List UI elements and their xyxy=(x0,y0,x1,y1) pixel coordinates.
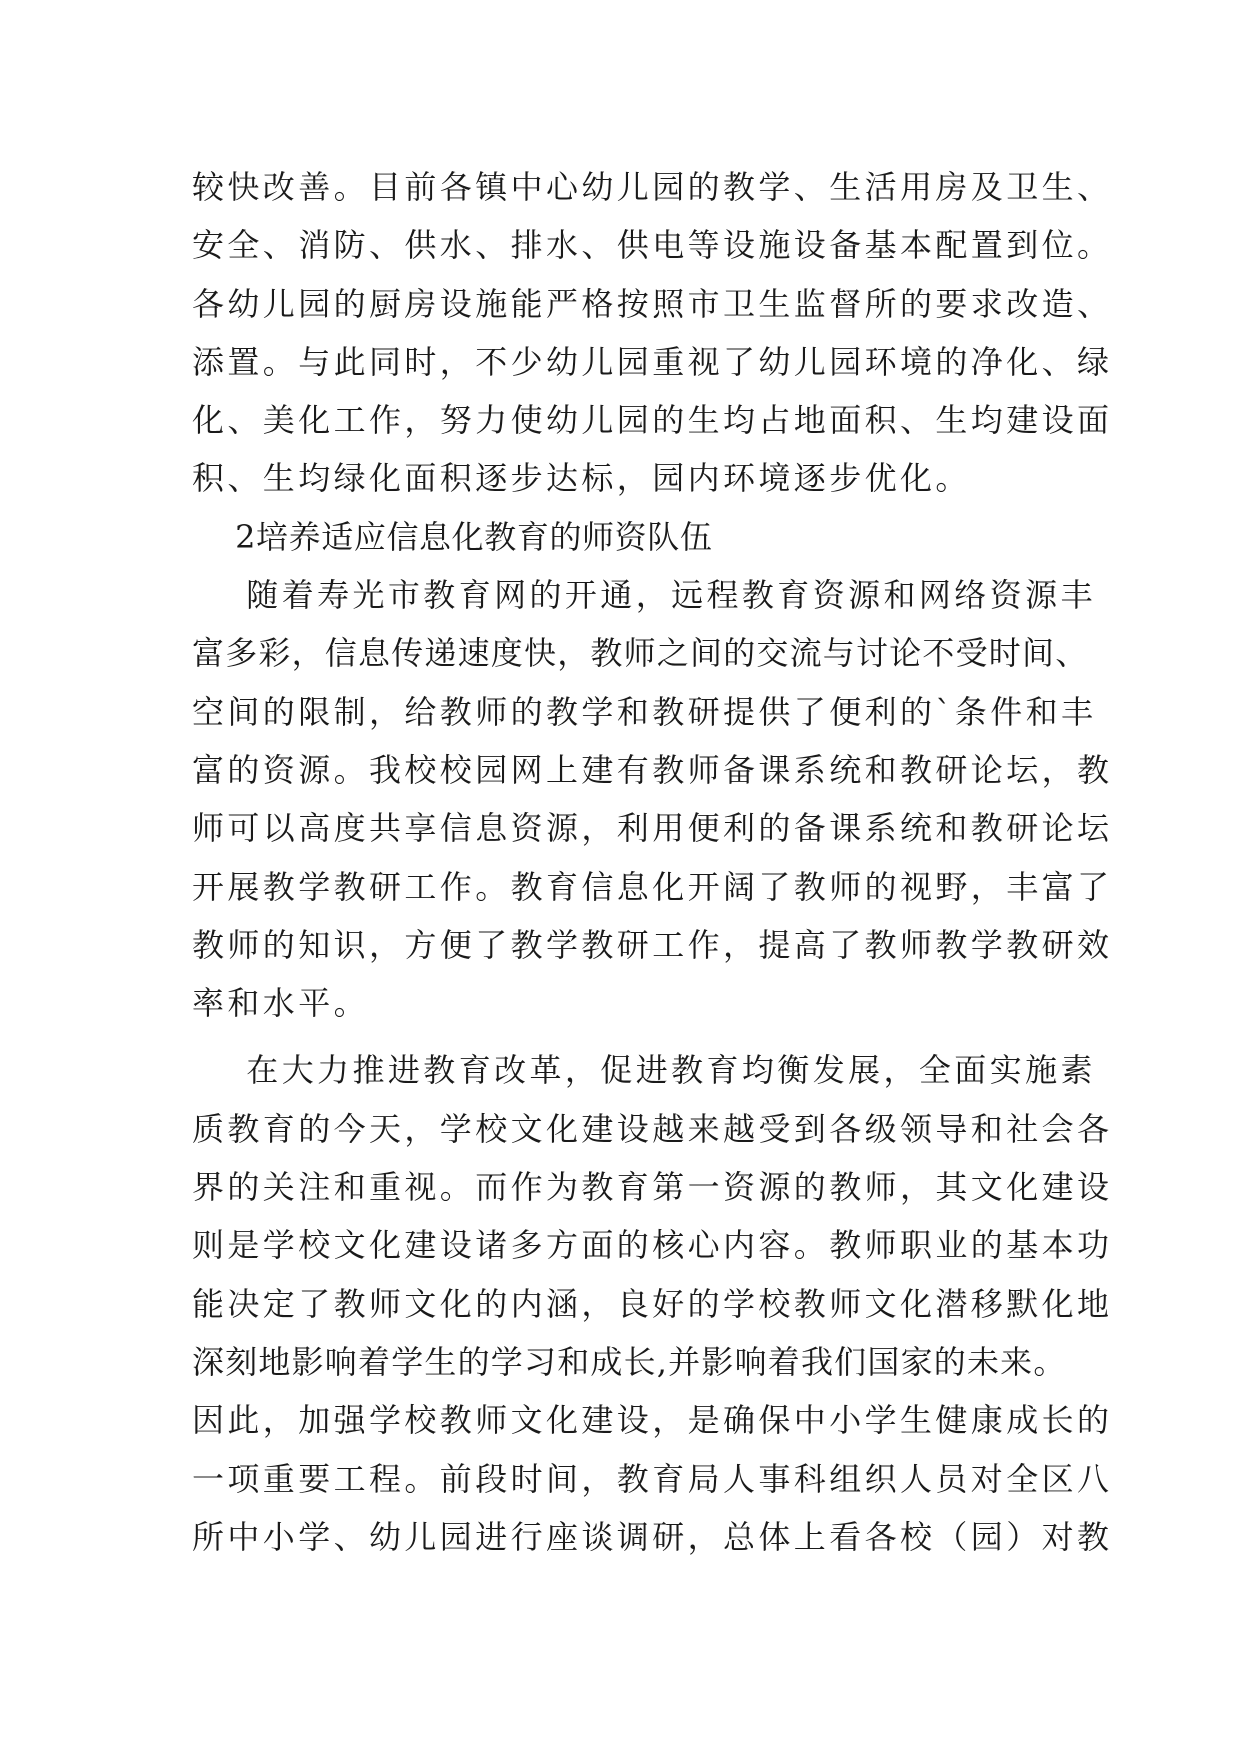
text-line: 能决定了教师文化的内涵，良好的学校教师文化潜移默化地 xyxy=(192,1284,1113,1323)
text-line: 因此，加强学校教师文化建设，是确保中小学生健康成长的 xyxy=(192,1401,1113,1440)
text-line: 教师的知识，方便了教学教研工作，提高了教师教学教研效 xyxy=(192,925,1113,964)
body-text xyxy=(192,158,1113,1566)
text-line: 添置。与此同时，不少幼儿园重视了幼儿园环境的净化、绿 xyxy=(192,342,1113,381)
text-line: 深刻地影响着学生的学习和成长,并影响着我们国家的未来。 xyxy=(192,1342,1067,1381)
text-line: 在大力推进教育改革，促进教育均衡发展，全面实施素 xyxy=(192,1051,1096,1090)
text-line: 积、生均绿化面积逐步达标，园内环境逐步优化。 xyxy=(192,459,971,498)
text-line: 随着寿光市教育网的开通，远程教育资源和网络资源丰 xyxy=(192,576,1096,615)
text-line: 富的资源。我校校园网上建有教师备课系统和教研论坛，教 xyxy=(192,750,1113,789)
text-line: 则是学校文化建设诸多方面的核心内容。教师职业的基本功 xyxy=(192,1226,1113,1265)
text-line: 所中小学、幼儿园进行座谈调研，总体上看各校（园）对教 xyxy=(192,1517,1113,1556)
text-line: 化、美化工作，努力使幼儿园的生均占地面积、生均建设面 xyxy=(192,401,1113,440)
text-line: 质教育的今天，学校文化建设越来越受到各级领导和社会各 xyxy=(192,1109,1113,1148)
text-line: 空间的限制，给教师的教学和教研提供了便利的`条件和丰 xyxy=(192,692,1097,731)
text-line: 各幼儿园的厨房设施能严格按照市卫生监督所的要求改造、 xyxy=(192,284,1113,323)
text-line: 率和水平。 xyxy=(192,984,370,1023)
text-line: 较快改善。目前各镇中心幼儿园的教学、生活用房及卫生、 xyxy=(192,168,1113,206)
text-line: 师可以高度共享信息资源，利用便利的备课系统和教研论坛 xyxy=(192,809,1113,848)
text-line: 界的关注和重视。而作为教育第一资源的教师，其文化建设 xyxy=(192,1168,1113,1207)
section-heading: 2培养适应信息化教育的师资队伍 xyxy=(192,517,713,556)
text-line: 安全、消防、供水、排水、供电等设施设备基本配置到位。 xyxy=(192,226,1113,265)
text-line: 富多彩，信息传递速度快，教师之间的交流与讨论不受时间、 xyxy=(192,634,1089,673)
text-line: 开展教学教研工作。教育信息化开阔了教师的视野，丰富了 xyxy=(192,867,1113,906)
text-line: 一项重要工程。前段时间，教育局人事科组织人员对全区八 xyxy=(192,1459,1113,1498)
